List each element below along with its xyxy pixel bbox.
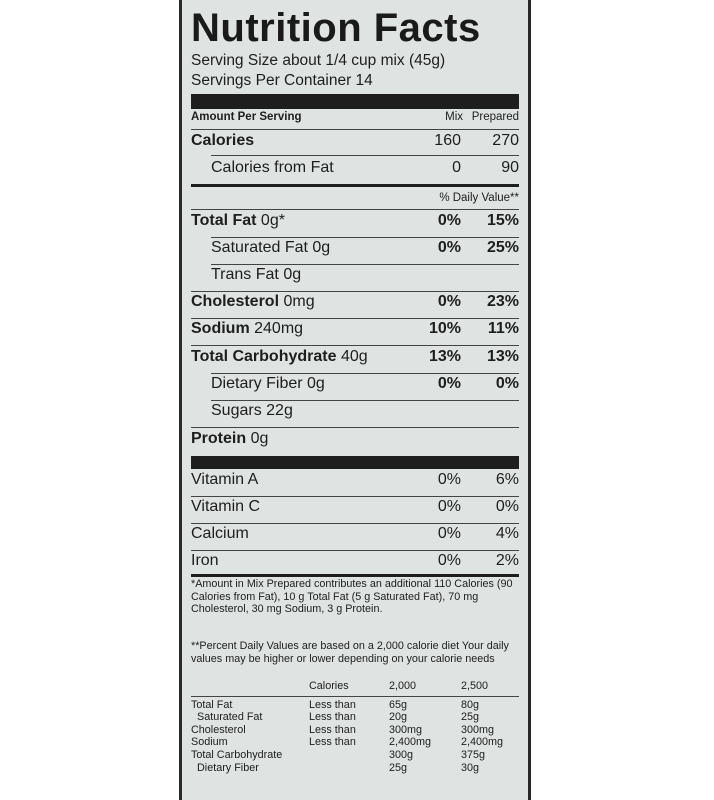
dv-table-row — [191, 749, 519, 762]
dv-table-cell: 65g — [389, 698, 408, 711]
dv-table-cell: 25g — [461, 711, 480, 724]
nutrient-amount: 0mg — [279, 293, 315, 310]
amount-header-row — [191, 111, 519, 127]
dv-table-cell: 2,400mg — [461, 736, 504, 749]
dv-header — [191, 192, 519, 208]
nutrient-dv-prepared: 25% — [486, 239, 519, 256]
nutrient-dv-prepared: 13% — [486, 348, 519, 365]
nutrient-label — [211, 375, 325, 393]
vitamin-name: Vitamin C — [191, 498, 261, 515]
calories-fat-label: Calories from Fat — [211, 159, 334, 176]
nutrient-amount: 40g — [336, 348, 368, 365]
vitamin-name: Vitamin A — [191, 471, 259, 488]
divider — [191, 550, 519, 551]
nutrient-row — [191, 348, 519, 372]
vitamin-dv-mix: 0% — [437, 525, 461, 542]
nutrient-label — [211, 239, 330, 257]
divider-bar — [191, 456, 519, 469]
calories-fat-row — [191, 159, 519, 183]
footnote-mix: *Amount in Mix Prepared contributes an additional 110 Calories (90 Calories from Fat), 10 g Total Fat (5 g Saturated Fat), 70 mg Cholesterol, 30 mg Sodium, 3 g Protein. — [191, 578, 513, 616]
calories-fat-prepared: 90 — [501, 159, 519, 176]
dv-table-cell: Sodium — [191, 736, 228, 749]
nutrient-name: Sodium — [191, 320, 250, 337]
nutrient-name: Trans Fat 0g — [211, 266, 302, 283]
nutrient-dv-prepared: 23% — [486, 293, 519, 310]
dv-table-cell: Total Fat — [191, 698, 233, 711]
calories-label: Calories — [191, 132, 255, 149]
nutrient-row — [191, 212, 519, 236]
col-prepared: Prepared — [471, 111, 519, 123]
nutrient-row — [191, 293, 519, 317]
label-title: Nutrition Facts — [191, 6, 481, 50]
divider-thick — [191, 574, 519, 577]
dv-table-cell: 375g — [461, 748, 486, 761]
nutrition-label — [179, 0, 531, 800]
nutrient-row — [191, 266, 519, 290]
vitamin-dv-prepared: 4% — [495, 525, 519, 542]
divider-thick — [191, 184, 519, 187]
dv-table-cell: Dietary Fiber — [191, 761, 259, 774]
vitamin-row — [191, 525, 519, 549]
nutrient-amount: 0g — [246, 430, 269, 447]
divider — [191, 318, 519, 319]
nutrient-name: Total Fat — [191, 212, 257, 229]
dv-table-cell: Less than — [309, 723, 356, 736]
dv-table-row — [191, 736, 519, 749]
dv-table-cell: 25g — [389, 761, 408, 774]
nutrient-dv-prepared: 11% — [487, 320, 519, 337]
dv-table-cell: 2,400mg — [389, 736, 432, 749]
nutrient-dv-mix: 0% — [437, 293, 461, 310]
nutrient-label — [191, 320, 303, 338]
calories-row — [191, 132, 519, 156]
daily-value-table — [191, 680, 519, 774]
dv-table-cell: Total Carbohydrate — [191, 748, 283, 761]
dv-table-cell: Saturated Fat — [191, 711, 263, 724]
vitamin-name: Iron — [191, 552, 219, 569]
serving-size: Serving Size about 1/4 cup mix (45g) — [191, 52, 446, 69]
dv-table-cell: 20g — [389, 711, 408, 724]
col-mix: Mix — [445, 111, 463, 123]
servings-per-container: Servings Per Container 14 — [191, 72, 373, 89]
vitamin-dv-mix: 0% — [437, 471, 461, 488]
divider — [211, 400, 519, 401]
divider — [191, 496, 519, 497]
nutrient-amount: 240mg — [249, 320, 304, 337]
divider — [211, 264, 519, 265]
calories-prepared: 270 — [492, 132, 519, 149]
dv-table-cell: Less than — [309, 736, 356, 749]
vitamin-dv-prepared: 6% — [495, 471, 519, 488]
dv-table-cell: 300mg — [389, 723, 423, 736]
vitamin-row — [191, 498, 519, 522]
divider-bar — [191, 94, 519, 109]
nutrient-row — [191, 402, 519, 426]
dv-table-cell: 2,000 — [389, 680, 417, 692]
divider — [211, 237, 519, 238]
nutrient-row — [191, 375, 519, 399]
nutrient-dv-prepared: 0% — [495, 375, 519, 392]
dv-table-cell: 2,500 — [461, 680, 489, 692]
dv-table-row — [191, 762, 519, 775]
nutrient-dv-mix: 10% — [428, 320, 461, 337]
dv-table-cell: Cholesterol — [191, 723, 246, 736]
vitamin-row — [191, 552, 519, 576]
amount-header: Amount Per Serving — [191, 111, 302, 123]
nutrient-label — [191, 293, 315, 311]
nutrient-name: Sugars 22g — [211, 402, 293, 419]
nutrient-row — [191, 430, 519, 454]
nutrient-name: Protein — [191, 430, 247, 447]
divider — [191, 291, 519, 292]
divider — [191, 696, 519, 697]
dv-table-cell: Calories — [309, 680, 349, 692]
dv-table-cell: Less than — [309, 711, 356, 724]
dv-table-row — [191, 680, 519, 693]
nutrient-row — [191, 239, 519, 263]
vitamin-name: Calcium — [191, 525, 249, 542]
nutrient-label — [191, 212, 285, 230]
divider — [191, 427, 519, 428]
vitamin-dv-prepared: 2% — [495, 552, 519, 569]
nutrient-label — [191, 348, 368, 366]
nutrient-name: Cholesterol — [191, 293, 280, 310]
nutrient-name: Dietary Fiber 0g — [211, 375, 325, 392]
nutrient-label — [211, 266, 301, 284]
nutrient-row — [191, 320, 519, 344]
divider — [191, 523, 519, 524]
nutrient-dv-mix: 0% — [437, 212, 461, 229]
nutrient-label — [191, 430, 268, 448]
dv-table-row — [191, 711, 519, 724]
dv-table-cell: 300mg — [461, 723, 495, 736]
vitamin-dv-prepared: 0% — [495, 498, 519, 515]
divider — [211, 155, 519, 156]
dv-table-cell: Less than — [309, 698, 356, 711]
nutrient-dv-prepared: 15% — [486, 212, 519, 229]
nutrient-dv-mix: 0% — [437, 239, 461, 256]
dv-table-row — [191, 724, 519, 737]
calories-fat-mix: 0 — [452, 159, 461, 176]
divider — [211, 373, 519, 374]
footnote-daily-value: **Percent Daily Values are based on a 2,000 calorie diet Your daily values may be higher or lower depending on your calorie needs — [191, 640, 509, 665]
nutrient-label — [211, 402, 293, 420]
divider — [191, 209, 519, 210]
vitamin-dv-mix: 0% — [437, 498, 461, 515]
calories-mix: 160 — [434, 132, 461, 149]
dv-table-cell: 300g — [389, 748, 414, 761]
vitamin-dv-mix: 0% — [437, 552, 461, 569]
nutrient-name: Saturated Fat 0g — [211, 239, 331, 256]
dv-table-cell: 80g — [461, 698, 480, 711]
divider — [191, 129, 519, 130]
divider — [191, 345, 519, 346]
nutrient-dv-mix: 13% — [428, 348, 461, 365]
nutrient-name: Total Carbohydrate — [191, 348, 337, 365]
nutrient-amount: 0g* — [256, 212, 285, 229]
nutrient-dv-mix: 0% — [437, 375, 461, 392]
dv-header-text: % Daily Value** — [439, 192, 519, 204]
dv-table-cell: 30g — [461, 761, 480, 774]
vitamin-row — [191, 471, 519, 495]
dv-table-row — [191, 699, 519, 712]
